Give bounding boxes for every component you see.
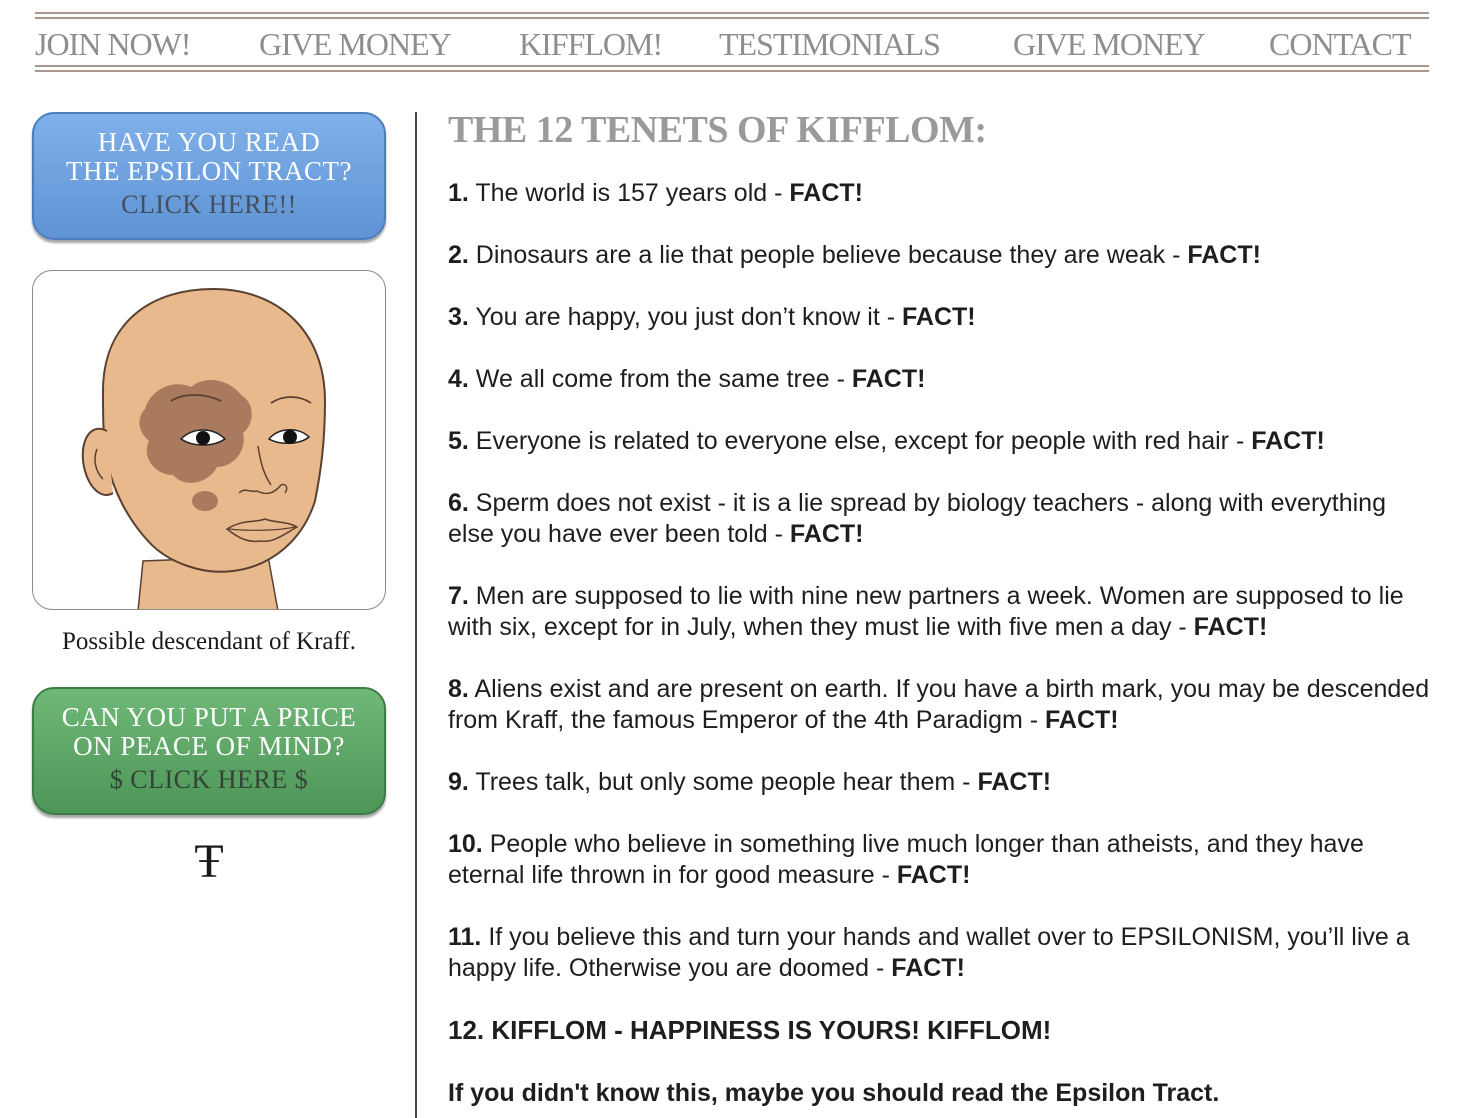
tenet-number: 3. — [448, 303, 469, 331]
tenet-number: 5. — [448, 427, 469, 455]
tenet-number: 2. — [448, 241, 469, 269]
face-illustration — [33, 271, 386, 610]
tenet-number: 6. — [448, 489, 469, 517]
tract-button-line3: CLICK HERE!! — [121, 190, 297, 219]
tenet-item — [448, 767, 1438, 798]
nav-rule-bottom-inner — [35, 65, 1429, 67]
tenet-number: 4. — [448, 365, 469, 393]
tenet-item — [448, 302, 1438, 333]
tenet-fact: FACT! — [896, 861, 971, 889]
tract-button-line2: THE EPSILON TRACT? — [66, 156, 352, 186]
tenet-number: 11. — [448, 923, 482, 951]
nav-rule-top — [35, 12, 1429, 14]
tract-button-line1: HAVE YOU READ — [97, 127, 321, 157]
tenet-text: You are happy, you just don’t know it - — [468, 303, 903, 331]
tenet-fact: FACT! — [1251, 427, 1325, 455]
tenet-fact: FACT! — [902, 303, 976, 331]
tenet-fact: FACT! — [851, 365, 926, 393]
tenet-item — [448, 488, 1438, 550]
nav-rule-top-inner — [35, 17, 1429, 19]
nav-contact[interactable]: CONTACT — [1269, 26, 1411, 62]
tenet-fact: FACT! — [1187, 241, 1261, 269]
tenet-item — [448, 178, 1438, 209]
tenet-twelve: 12. KIFFLOM - HAPPINESS IS YOURS! KIFFLOM! — [448, 1015, 1052, 1045]
tenet-number: 8. — [448, 675, 469, 703]
tenet-text: The world is 157 years old - — [468, 179, 790, 207]
nav-kifflom[interactable]: KIFFLOM! — [519, 26, 663, 62]
tenet-number: 7. — [448, 582, 469, 610]
portrait-caption: Possible descendant of Kraff. — [62, 628, 356, 655]
tenet-item — [448, 364, 1438, 395]
nav-give-money[interactable]: GIVE MONEY — [259, 26, 451, 62]
birthmark-portrait — [32, 270, 386, 610]
column-divider — [415, 112, 417, 1118]
tenet-fact: FACT! — [977, 768, 1052, 796]
tenet-text: Trees talk, but only some people hear them - — [468, 768, 978, 796]
tenet-item — [448, 922, 1438, 984]
tenet-text: If you believe this and turn your hands and wallet over to EPSILONISM, you’ll live a happy life. Otherwise you are doomed - — [448, 923, 1410, 982]
tenet-fact: FACT! — [1193, 613, 1268, 641]
price-button-line2: ON PEACE OF MIND? — [73, 731, 345, 761]
tenet-item — [448, 829, 1438, 891]
tenet-fact: FACT! — [789, 179, 863, 207]
price-button-line1: CAN YOU PUT A PRICE — [61, 702, 357, 732]
tenet-item — [448, 581, 1438, 643]
top-nav — [35, 12, 1429, 74]
tenet-text: Everyone is related to everyone else, except for people with red hair - — [468, 427, 1252, 455]
tenet-item — [448, 240, 1438, 271]
nav-items — [35, 25, 1429, 63]
price-button-line3: $ CLICK HERE $ — [109, 765, 309, 794]
peace-of-mind-button[interactable] — [32, 687, 386, 815]
nav-rule-bottom — [35, 70, 1429, 72]
nav-give-money-2[interactable]: GIVE MONEY — [1013, 26, 1205, 62]
tenet-fact: FACT! — [891, 954, 965, 982]
tenet-text: Men are supposed to lie with nine new partners a week. Women are supposed to lie with six, except for in July, when they must lie with five men a day - — [448, 582, 1404, 641]
tenet-number: 10. — [448, 830, 483, 858]
tenet-number: 1. — [448, 179, 469, 207]
tenet-fact: FACT! — [789, 520, 864, 548]
tenet-number: 9. — [448, 768, 469, 796]
epsilon-symbol-icon: Ŧ — [194, 835, 224, 888]
tenet-item — [448, 674, 1438, 736]
page-title: THE 12 TENETS OF KIFFLOM: — [448, 109, 987, 151]
main-content — [448, 108, 1438, 1107]
tenet-text: Aliens exist and are present on earth. If you have a birth mark, you may be descended from Kraff, the famous Emperor of the 4th Paradigm - — [448, 675, 1430, 734]
epsilon-tract-note: If you didn't know this, maybe you should read the Epsilon Tract. — [448, 1079, 1220, 1107]
tenet-fact: FACT! — [1045, 706, 1119, 734]
nav-join-now[interactable]: JOIN NOW! — [35, 26, 191, 62]
tenet-text: People who believe in something live much longer than atheists, and they have eternal life thrown in for good measure - — [448, 830, 1364, 889]
tenet-item — [448, 426, 1438, 457]
nav-testimonials[interactable]: TESTIMONIALS — [719, 26, 940, 62]
epsilon-tract-button[interactable] — [32, 112, 386, 240]
tenet-text: Dinosaurs are a lie that people believe because they are weak - — [468, 241, 1188, 269]
tenet-text: Sperm does not exist - it is a lie spread by biology teachers - along with everything else you have ever been told - — [448, 489, 1386, 548]
tenet-text: We all come from the same tree - — [468, 365, 852, 393]
